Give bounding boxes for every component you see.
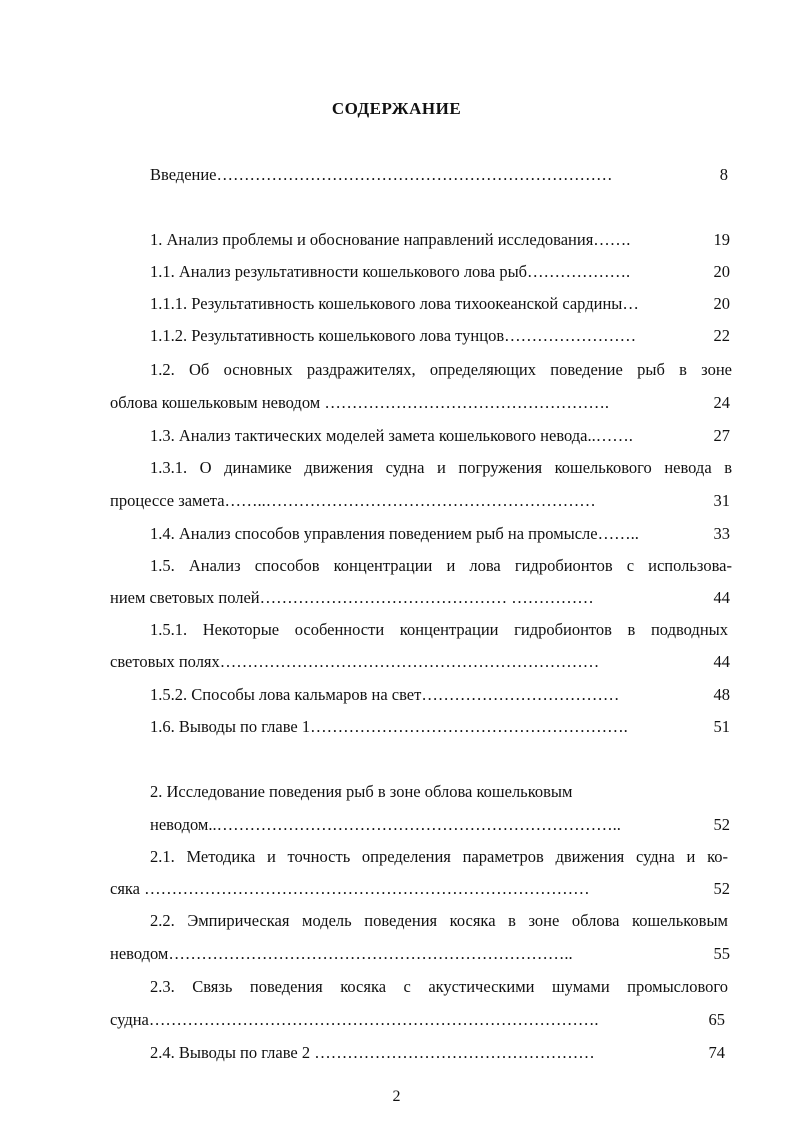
toc-entry-1-1-1: 1.1.1. Результативность кошелькового лова тихоокеанской сардины…	[150, 294, 639, 313]
toc-page-number: 44	[713, 588, 730, 607]
toc-entry-chapter-2-continued: неводом..………………………………………………………………..	[150, 815, 621, 834]
toc-page-number: 20	[713, 262, 730, 281]
toc-page-number: 65	[708, 1010, 725, 1029]
toc-page-number: 31	[713, 491, 730, 510]
toc-entry-chapter-1: 1. Анализ проблемы и обоснование направлений исследования…….	[150, 230, 631, 249]
toc-page-number: 44	[713, 652, 730, 671]
toc-page-number: 52	[713, 815, 730, 834]
toc-page-number: 33	[713, 524, 730, 543]
toc-entry-2-1-continued: сяка ………………………………………………………………………	[110, 879, 590, 898]
toc-entry-2-1: 2.1. Методика и точность определения параметров движения судна и ко-	[150, 847, 728, 866]
toc-page-number: 24	[713, 393, 730, 412]
toc-entry-1-2: 1.2. Об основных раздражителях, определяющих поведение рыб в зоне	[150, 360, 732, 379]
toc-entry-2-3-continued: судна……………………………………………………………………….	[110, 1010, 599, 1029]
toc-entry-1-5-continued: нием световых полей……………………………………… ……………	[110, 588, 594, 607]
toc-entry-2-2-continued: неводом………………………………………………………………..	[110, 944, 573, 963]
toc-entry-chapter-2: 2. Исследование поведения рыб в зоне облова кошельковым	[150, 782, 573, 801]
page-title: СОДЕРЖАНИЕ	[331, 99, 462, 118]
toc-entry-1-2-continued: облова кошельковым неводом …………………………………………….	[110, 393, 609, 412]
toc-page-number: 52	[713, 879, 730, 898]
toc-entry-1-5-2: 1.5.2. Способы лова кальмаров на свет………………………………	[150, 685, 620, 704]
toc-page-number: 55	[713, 944, 730, 963]
toc-entry-2-4: 2.4. Выводы по главе 2 ……………………………………………	[150, 1043, 595, 1062]
toc-page-number: 8	[719, 165, 728, 184]
toc-page-number: 27	[713, 426, 730, 445]
page-number: 2	[392, 1088, 401, 1105]
toc-page-number: 20	[713, 294, 730, 313]
toc-entry-2-3: 2.3. Связь поведения косяка с акустическими шумами промыслового	[150, 977, 728, 996]
toc-entry-1-3-1-continued: процессе замета……..……………………………………………………	[110, 491, 596, 510]
toc-entry-1-4: 1.4. Анализ способов управления поведением рыб на промысле……..	[150, 524, 639, 543]
toc-entry-1-1: 1.1. Анализ результативности кошелькового лова рыб……………….	[150, 262, 631, 281]
toc-page-number: 51	[713, 717, 730, 736]
toc-entry-1-5-1: 1.5.1. Некоторые особенности концентрации гидробионтов в подводных	[150, 620, 728, 639]
toc-entry-1-3: 1.3. Анализ тактических моделей замета кошелькового невода..…….	[150, 426, 633, 445]
toc-entry-1-5-1-continued: световых полях……………………………………………………………	[110, 652, 600, 671]
toc-page-number: 22	[713, 326, 730, 345]
toc-entry-introduction: Введение………………………………………………………………	[150, 165, 613, 184]
toc-entry-2-2: 2.2. Эмпирическая модель поведения косяка в зоне облова кошельковым	[150, 911, 728, 930]
toc-page-number: 19	[713, 230, 730, 249]
toc-page-number: 48	[713, 685, 730, 704]
toc-entry-1-5: 1.5. Анализ способов концентрации и лова гидробионтов с использова-	[150, 556, 732, 575]
toc-entry-1-6: 1.6. Выводы по главе 1………………………………………………….	[150, 717, 628, 736]
toc-page-number: 74	[708, 1043, 725, 1062]
toc-entry-1-1-2: 1.1.2. Результативность кошелькового лова тунцов……………………	[150, 326, 637, 345]
toc-entry-1-3-1: 1.3.1. О динамике движения судна и погружения кошелькового невода в	[150, 458, 732, 477]
